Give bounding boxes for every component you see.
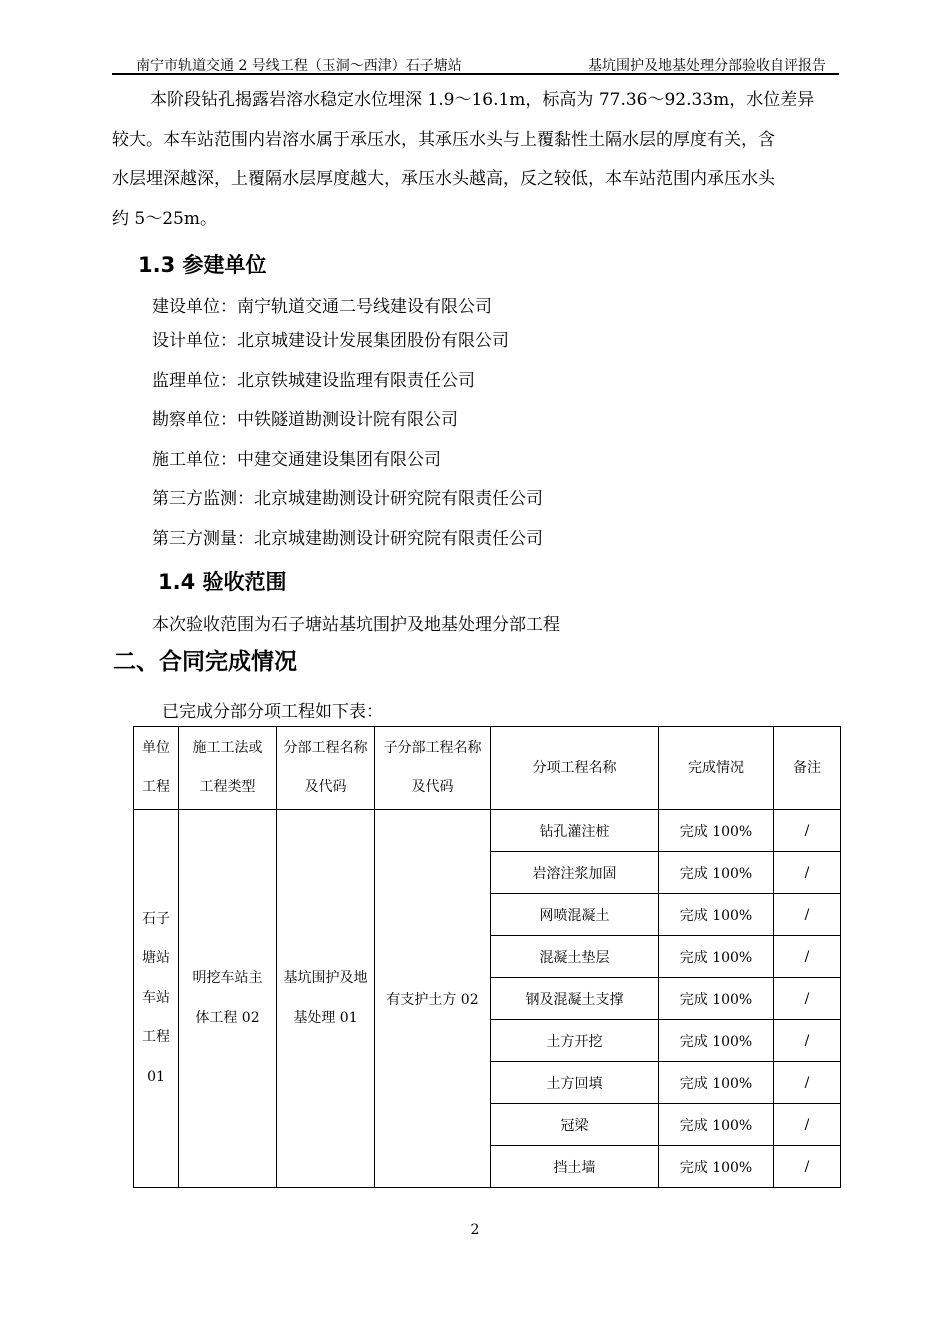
note-cell: / [774, 978, 841, 1020]
intro-line-2: 较大。本车站范围内岩溶水属于承压水，其承压水头与上覆黏性土隔水层的厚度有关，含 [112, 129, 775, 150]
unit-project-line: 工程 [142, 1029, 170, 1046]
unit-project-line: 01 [147, 1068, 165, 1085]
item-cell: 挡土墙 [491, 1146, 659, 1188]
note-cell: / [774, 936, 841, 978]
status-cell: 完成 100% [659, 936, 774, 978]
header-rule [112, 73, 839, 75]
unit-line-designer: 设计单位：北京城建设计发展集团股份有限公司 [152, 331, 509, 351]
header-division-line-1: 分部工程名称 [283, 740, 368, 756]
table-header-row [134, 727, 841, 810]
intro-paragraph [112, 81, 858, 239]
item-cell: 钻孔灌注桩 [491, 810, 659, 852]
unit-project-cell [134, 810, 179, 1188]
item-cell: 土方回填 [491, 1062, 659, 1104]
header-method-line-1: 施工工法或 [192, 740, 263, 756]
header-subdivision [375, 727, 491, 810]
method-line: 明挖车站主 [192, 970, 263, 986]
note-cell: / [774, 852, 841, 894]
unit-line-third-party-measuring: 第三方测量：北京城建勘测设计研究院有限责任公司 [152, 529, 543, 549]
item-cell: 岩溶注浆加固 [491, 852, 659, 894]
status-cell: 完成 100% [659, 852, 774, 894]
section-1-3-title: 1.3 参建单位 [138, 253, 267, 277]
item-cell: 土方开挖 [491, 1020, 659, 1062]
division-cell [277, 810, 375, 1188]
section-2-title: 二、合同完成情况 [113, 649, 297, 675]
note-cell: / [774, 1020, 841, 1062]
header-left-title: 南宁市轨道交通 2 号线工程（玉洞～西津）石子塘站 [136, 58, 462, 74]
header-item: 分项工程名称 [491, 727, 659, 810]
note-cell: / [774, 1104, 841, 1146]
unit-line-survey: 勘察单位：中铁隧道勘测设计院有限公司 [152, 410, 458, 430]
unit-line-construction-owner: 建设单位：南宁轨道交通二号线建设有限公司 [152, 297, 492, 317]
method-line: 体工程 02 [195, 1009, 260, 1026]
intro-line-4: 约 5～25m。 [112, 208, 217, 229]
table-caption: 已完成分部分项工程如下表： [162, 702, 383, 722]
header-division-line-2: 及代码 [304, 779, 347, 795]
status-cell: 完成 100% [659, 1104, 774, 1146]
unit-line-supervisor: 监理单位：北京铁城建设监理有限责任公司 [152, 371, 475, 391]
note-cell: / [774, 1062, 841, 1104]
status-cell: 完成 100% [659, 1146, 774, 1188]
method-cell [179, 810, 277, 1188]
note-cell: / [774, 894, 841, 936]
subdivision-cell: 有支护土方 02 [375, 810, 491, 1188]
header-unit-project-line-2: 工程 [142, 779, 170, 795]
table-row [134, 810, 841, 852]
header-note: 备注 [774, 727, 841, 810]
unit-project-line: 车站 [142, 989, 170, 1006]
note-cell: / [774, 1146, 841, 1188]
unit-line-contractor: 施工单位：中建交通建设集团有限公司 [152, 450, 441, 470]
header-unit-project-line-1: 单位 [142, 740, 170, 756]
item-cell: 冠梁 [491, 1104, 659, 1146]
note-cell: / [774, 810, 841, 852]
division-line: 基坑围护及地 [283, 970, 368, 986]
header-division [277, 727, 375, 810]
header-right-title: 基坑围护及地基处理分部验收自评报告 [588, 58, 826, 74]
status-cell: 完成 100% [659, 1062, 774, 1104]
status-cell: 完成 100% [659, 894, 774, 936]
status-cell: 完成 100% [659, 978, 774, 1020]
header-status: 完成情况 [659, 727, 774, 810]
page-number: 2 [470, 1222, 480, 1238]
unit-project-line: 塘站 [142, 950, 170, 967]
unit-project-line: 石子 [142, 910, 170, 927]
section-1-4-title: 1.4 验收范围 [158, 570, 287, 594]
header-method-line-2: 工程类型 [199, 779, 256, 795]
unit-line-third-party-monitoring: 第三方监测：北京城建勘测设计研究院有限责任公司 [152, 489, 543, 509]
intro-line-3: 水层埋深越深，上覆隔水层厚度越大，承压水头越高，反之较低，本车站范围内承压水头 [112, 169, 775, 189]
header-subdivision-line-2: 及代码 [411, 779, 454, 795]
item-cell: 钢及混凝土支撑 [491, 978, 659, 1020]
item-cell: 混凝土垫层 [491, 936, 659, 978]
header-method [179, 727, 277, 810]
division-line: 基处理 01 [293, 1009, 358, 1026]
item-cell: 网喷混凝土 [491, 894, 659, 936]
intro-line-1: 本阶段钻孔揭露岩溶水稳定水位埋深 1.9～16.1m，标高为 77.36～92.33m，水位差异 [150, 90, 815, 110]
header-unit-project [134, 727, 179, 810]
scope-text: 本次验收范围为石子塘站基坑围护及地基处理分部工程 [152, 615, 560, 635]
status-cell: 完成 100% [659, 810, 774, 852]
status-cell: 完成 100% [659, 1020, 774, 1062]
work-items-table [133, 726, 841, 1188]
header-subdivision-line-1: 子分部工程名称 [383, 740, 482, 756]
